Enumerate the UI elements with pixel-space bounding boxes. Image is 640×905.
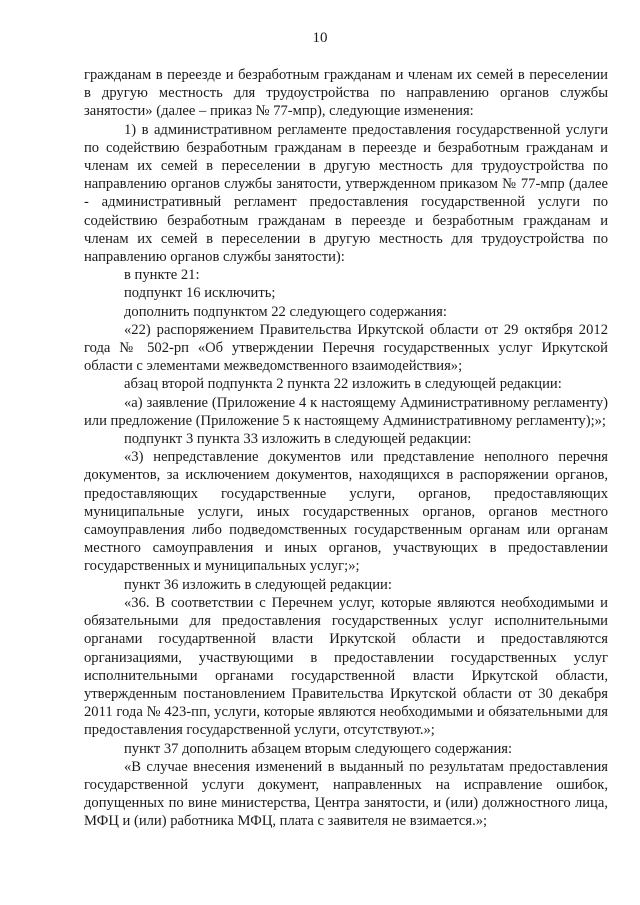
paragraph-item-1: 1) в административном регламенте предоставления государственной услуги по содействию безработным гражданам в переезде и безработным гражданам и членам их семей в переселении в другую местность для трудоустройства по направлению органов службы занятости, утвержденном приказом № 77-мпр (далее - административный регламент предоставления государственной услуги по содействию безработным гражданам в переезде и безработным гражданам и членам их семей в переселении в другую местность для трудоустройства по направлению органов службы занятости): [84, 121, 608, 266]
paragraph-point-22-abzac: абзац второй подпункта 2 пункта 22 изложить в следующей редакции: [124, 376, 562, 393]
paragraph-point-33: подпункт 3 пункта 33 изложить в следующей редакции: [124, 431, 472, 448]
paragraph-point-36-text: «36. В соответствии с Перечнем услуг, которые являются необходимыми и обязательными для предоставления государственных услуг исполнительными органами государтвенной власти Иркутской области и предоставляются организациями, участвующими в предоставлении государственных услуг исполнительными органами государственной власти Иркутской области, утвержденным постановлением Правительства Иркутской области от 30 декабря 2011 года № 423-пп, услуги, которые являются необходимыми и обязательными для предоставления государственной услуги, отсутствуют.»; [84, 594, 608, 739]
page-number: 10 [312, 30, 328, 46]
document-body [84, 66, 608, 831]
paragraph-intro: гражданам в переезде и безработным гражданам и членам их семей в переселении в другую местность для трудоустройства по направлению органов службы занятости» (далее – приказ № 77-мпр), следующие изменения: [84, 67, 608, 120]
paragraph-point-22-text: «а) заявление (Приложение 4 к настоящему Административному регламенту) или предложение (Приложение 5 к настоящему Административному регламенту);»; [84, 394, 608, 429]
paragraph-point-21: в пункте 21: [124, 267, 200, 284]
paragraph-point-33-text: «3) непредставление документов или представление неполного перечня документов, за исключением документов, находящихся в распоряжении органов, предоставляющих государственные услуги, органов, предоставляющих муниципальные услуги, иных государственных органов, органов местного самоуправления либо подведомственных государственным органам или органам местного самоуправления и иных органов, участвующих в предоставлении государственных и муниципальных услуг;»; [84, 449, 608, 575]
paragraph-add-subpoint-22: дополнить подпунктом 22 следующего содержания: [124, 303, 447, 320]
paragraph-point-37-text: «В случае внесения изменений в выданный по результатам предоставления государственной услуги документ, направленных на исправление ошибок, допущенных по вине министерства, Центра занятости, и (или) должностного лица, МФЦ и (или) работника МФЦ, плата с заявителя не взимается.»; [84, 758, 608, 830]
paragraph-subpoint-22-text: «22) распоряжением Правительства Иркутской области от 29 октября 2012 года № 502-рп «Об утверждении Перечня государственных услуг Иркутской области с элементами межведомственного взаимодействия»; [84, 321, 608, 375]
paragraph-subpoint-16: подпункт 16 исключить; [124, 285, 276, 302]
paragraph-point-37: пункт 37 дополнить абзацем вторым следующего содержания: [124, 740, 513, 757]
paragraph-point-36: пункт 36 изложить в следующей редакции: [124, 576, 392, 593]
